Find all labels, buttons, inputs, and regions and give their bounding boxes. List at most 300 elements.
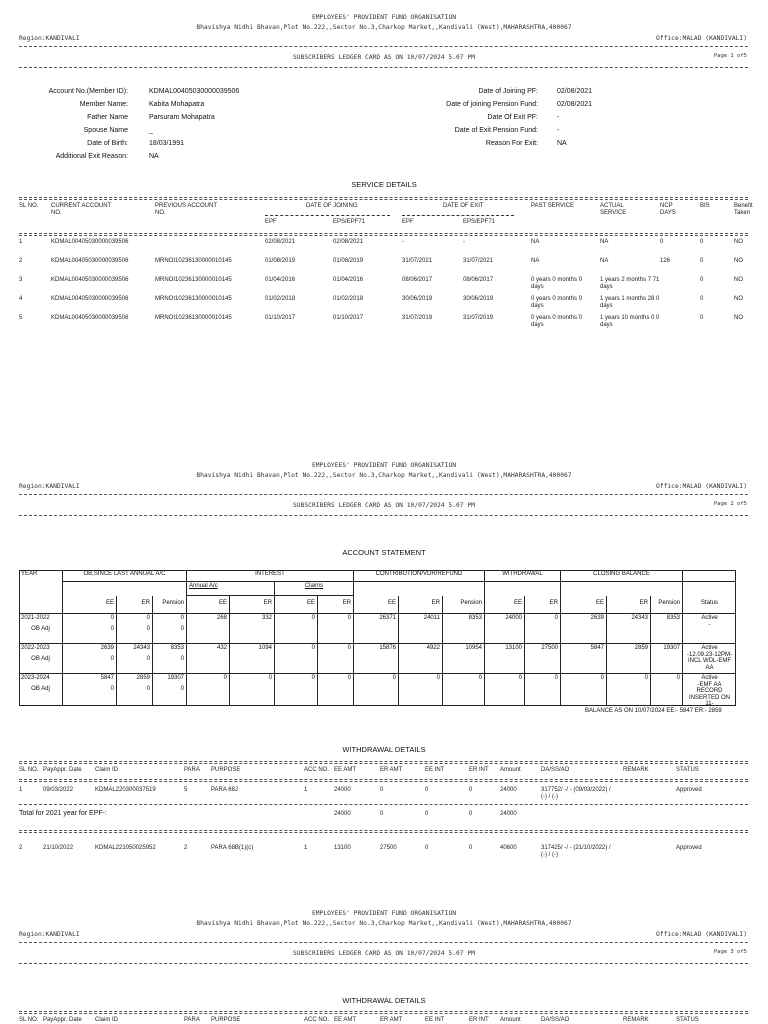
region: Region:KANDIVALI bbox=[19, 483, 80, 490]
page-number: Page 1 of5 bbox=[713, 53, 747, 59]
acct-year-cell bbox=[19, 644, 63, 674]
withdrawal-col-header: EE INT bbox=[425, 767, 445, 773]
col-past: PAST SERVICE bbox=[531, 203, 575, 209]
withdrawal-cell-para: 5 bbox=[184, 787, 188, 793]
acct-value-ia_ee: 268 bbox=[216, 615, 227, 621]
service-cell-doe_epf: 31/07/2021 bbox=[402, 258, 433, 264]
withdrawal-col-header: Claim ID bbox=[95, 767, 119, 773]
withdrawal-col-header: EE AMT bbox=[334, 1017, 357, 1023]
acct-value-co_ee: 15876 bbox=[379, 645, 396, 651]
member-label: Date Of Exit PF: bbox=[487, 114, 538, 121]
service-cell-bis: 0 bbox=[700, 258, 704, 264]
member-label: Date of Joining PF: bbox=[478, 88, 538, 95]
service-cell-past: 0 years 0 months 0 days bbox=[531, 296, 583, 309]
org-address: Bhavishya Nidhi Bhavan,Plot No.222,,Sector No.3,Charkop Market,,Kandivali (West),MAHARASHTRA,400067 bbox=[196, 472, 572, 479]
acct-cell-cb_p bbox=[651, 674, 683, 706]
acct-value-wd_ee: 13100 bbox=[505, 645, 522, 651]
acct-cell-co_ee bbox=[354, 614, 399, 644]
org-name: EMPLOYEES' PROVIDENT FUND ORGANISATION bbox=[311, 462, 457, 469]
header-ob_p: Pension bbox=[153, 596, 187, 614]
acct-cell-co_er bbox=[399, 644, 443, 674]
withdrawal-col-header: DA/SS/AO bbox=[541, 767, 570, 773]
acct-cell-ob_p bbox=[153, 674, 187, 706]
service-cell-bis: 0 bbox=[700, 277, 704, 283]
acct-value-co_ee: 0 bbox=[392, 675, 396, 681]
header-blank bbox=[683, 570, 736, 582]
withdrawal-col-header: STATUS bbox=[676, 767, 699, 773]
acct-value-adj: 0 bbox=[110, 686, 114, 692]
acct-cell-cl_ee bbox=[275, 644, 318, 674]
acct-value-ob_er: 24343 bbox=[133, 645, 150, 651]
acct-value-cl_er: 0 bbox=[347, 615, 351, 621]
col-doj: DATE OF JOINING bbox=[306, 203, 358, 209]
header-status: Status bbox=[683, 596, 736, 614]
acct-cell-ob_er bbox=[117, 674, 153, 706]
service-cell-doj_epf: 02/08/2021 bbox=[265, 239, 296, 245]
acct-value-adj: 0 bbox=[146, 686, 150, 692]
acct-cell-ob_ee bbox=[63, 644, 117, 674]
header-ia_ee: EE bbox=[187, 596, 230, 614]
service-cell-previous: MRNOI10236130000010145 bbox=[155, 296, 232, 302]
acct-value-cb_p: 0 bbox=[676, 675, 680, 681]
service-cell-bis: 0 bbox=[700, 315, 704, 321]
doe-divider bbox=[402, 215, 514, 216]
withdrawal-cell-amount: 24000 bbox=[500, 787, 517, 793]
acct-cell-ob_ee bbox=[63, 614, 117, 644]
member-value: NA bbox=[149, 153, 159, 160]
service-cell-benefit: NO bbox=[734, 239, 743, 245]
withdrawal-total-eeint: 0 bbox=[425, 811, 429, 817]
header-contrib-sub bbox=[354, 582, 485, 596]
header-ob-sub bbox=[63, 582, 187, 596]
service-cell-doj_eps: 01/08/2019 bbox=[333, 258, 364, 264]
org-name: EMPLOYEES' PROVIDENT FUND ORGANISATION bbox=[311, 14, 457, 21]
header-cl_er: ER bbox=[318, 596, 354, 614]
acct-cell-wd_er bbox=[525, 644, 561, 674]
service-cell-doj_epf: 01/10/2017 bbox=[265, 315, 296, 321]
header-year: YEAR bbox=[19, 570, 63, 614]
service-cell-current: KDMAL00405030000039506 bbox=[51, 239, 129, 245]
member-value: - bbox=[557, 127, 560, 134]
withdrawal-total-label: Total for 2021 year for EPF-: bbox=[19, 810, 107, 817]
member-label: Father Name bbox=[87, 114, 128, 121]
withdrawal-cell-date: 21/10/2022 bbox=[43, 845, 74, 851]
header-cb_er: ER bbox=[607, 596, 651, 614]
header-ob_er: ER bbox=[117, 596, 153, 614]
acct-cell-ia_er bbox=[230, 644, 275, 674]
withdrawal-col-header: DA/SS/AO bbox=[541, 1017, 570, 1023]
withdrawal-col-header: ACC NO. bbox=[304, 1017, 330, 1023]
member-value: 02/08/2021 bbox=[557, 101, 593, 108]
acct-cell-ob_ee bbox=[63, 674, 117, 706]
service-cell-sl: 3 bbox=[19, 277, 23, 283]
header-annual: Annual A/c bbox=[187, 582, 275, 596]
acct-cell-cb_p bbox=[651, 614, 683, 644]
header-cb_ee: EE bbox=[561, 596, 607, 614]
acct-value-wd_er: 0 bbox=[554, 675, 558, 681]
acct-cell-cl_ee bbox=[275, 674, 318, 706]
acct-value-adj: 0 bbox=[110, 626, 114, 632]
acct-value-ia_er: 332 bbox=[261, 615, 272, 621]
service-cell-actual: 1 years 1 months 28 0 days bbox=[600, 296, 660, 309]
service-cell-current: KDMAL00405030000039506 bbox=[51, 315, 129, 321]
service-cell-past: 0 years 0 months 0 days bbox=[531, 315, 583, 328]
acct-value-co_p: 8353 bbox=[468, 615, 482, 621]
withdrawal-cell-ee: 13100 bbox=[334, 845, 351, 851]
withdrawal-total-amount: 24000 bbox=[500, 811, 517, 817]
withdrawal-cell-amount: 40600 bbox=[500, 845, 517, 851]
acct-cell-co_p bbox=[443, 674, 485, 706]
withdrawal-col-header: ACC NO. bbox=[304, 767, 330, 773]
acct-cell-status bbox=[683, 644, 736, 674]
acct-value-cb_ee: 0 bbox=[600, 675, 604, 681]
withdrawal-cell-eeint: 0 bbox=[425, 845, 429, 851]
divider bbox=[19, 963, 748, 964]
withdrawal-cell-ee: 24000 bbox=[334, 787, 351, 793]
header-ob_ee: EE bbox=[63, 596, 117, 614]
acct-value-ob_er: 2859 bbox=[136, 675, 150, 681]
acct-value-co_p: 10954 bbox=[465, 645, 482, 651]
acct-value-adj: 0 bbox=[146, 656, 150, 662]
withdrawal-total-ee: 24000 bbox=[334, 811, 351, 817]
service-cell-doe_epf: 31/07/2019 bbox=[402, 315, 433, 321]
acct-value-adj: 0 bbox=[146, 626, 150, 632]
withdrawal-cell-er: 27500 bbox=[380, 845, 397, 851]
withdrawal-col-header: ER AMT bbox=[380, 767, 403, 773]
acct-year-cell bbox=[19, 674, 63, 706]
member-value: Parsuram Mohapatra bbox=[149, 114, 215, 121]
header-co_ee: EE bbox=[354, 596, 399, 614]
acct-value-co_p: 0 bbox=[478, 675, 482, 681]
acct-year-adj: OB Adj bbox=[31, 626, 50, 632]
member-value: - bbox=[557, 114, 560, 121]
acct-year: 2023-2024 bbox=[21, 675, 50, 681]
service-cell-doe_epf: - bbox=[402, 239, 404, 245]
withdrawal-col-header: PARA bbox=[184, 767, 200, 773]
acct-year-cell bbox=[19, 614, 63, 644]
divider bbox=[19, 942, 748, 943]
header-cl_ee: EE bbox=[275, 596, 318, 614]
member-value: 02/08/2021 bbox=[557, 88, 593, 95]
acct-value-ob_ee: 5847 bbox=[100, 675, 114, 681]
withdrawal-col-header: EE INT bbox=[425, 1017, 445, 1023]
withdrawal-col-header: REMARK bbox=[623, 767, 649, 773]
divider bbox=[19, 832, 748, 833]
col-bis: BIS bbox=[700, 203, 710, 209]
withdrawal-cell-status: Approved bbox=[676, 845, 702, 851]
service-cell-past: NA bbox=[531, 239, 540, 245]
acct-value-ob_p: 19307 bbox=[167, 675, 184, 681]
acct-value-co_er: 24011 bbox=[423, 615, 440, 621]
service-cell-benefit: NO bbox=[734, 296, 743, 302]
withdrawal-cell-sl: 1 bbox=[19, 787, 23, 793]
withdrawal-cell-purpose: PARA 68B(1)(c) bbox=[211, 845, 254, 851]
col-benefit: Benefit Taken bbox=[734, 203, 753, 216]
acct-value-status: Active bbox=[701, 675, 718, 681]
member-label: Account No.(Member ID): bbox=[48, 88, 128, 95]
withdrawal-col-header: PayAppr. Date bbox=[43, 1017, 82, 1023]
withdrawal-cell-claim: KDMAL220300037519 bbox=[95, 787, 156, 793]
service-cell-doj_eps: 01/10/2017 bbox=[333, 315, 364, 321]
col-sl: SL NO. bbox=[19, 203, 39, 209]
acct-year-adj: OB Adj bbox=[31, 656, 50, 662]
acct-value-ia_ee: 432 bbox=[216, 645, 227, 651]
service-cell-doj_eps: 01/04/2016 bbox=[333, 277, 364, 283]
acct-cell-cb_ee bbox=[561, 644, 607, 674]
col-actual: ACTUAL SERVICE bbox=[600, 203, 627, 216]
member-label: Reason For Exit: bbox=[485, 140, 538, 147]
member-label: Additional Exit Reason: bbox=[55, 153, 128, 160]
acct-cell-co_p bbox=[443, 644, 485, 674]
service-cell-benefit: NO bbox=[734, 258, 743, 264]
divider bbox=[19, 235, 748, 236]
service-cell-sl: 5 bbox=[19, 315, 23, 321]
withdrawal-col-header: Claim ID bbox=[95, 1017, 119, 1023]
withdrawal-cell-eeint: 0 bbox=[425, 787, 429, 793]
service-cell-current: KDMAL00405030000039506 bbox=[51, 258, 129, 264]
acct-cell-cl_er bbox=[318, 614, 354, 644]
divider bbox=[19, 761, 748, 762]
acct-cell-wd_er bbox=[525, 674, 561, 706]
acct-value-ia_er: 1094 bbox=[258, 645, 272, 651]
withdrawal-cell-purpose: PARA 68J bbox=[211, 787, 238, 793]
acct-value-cl_ee: 0 bbox=[311, 645, 315, 651]
acct-value-cb_er: 2859 bbox=[634, 645, 648, 651]
acct-cell-cb_ee bbox=[561, 614, 607, 644]
withdrawal-col-header: Amount bbox=[500, 1017, 521, 1023]
acct-year: 2022-2023 bbox=[21, 645, 50, 651]
member-value: KDMAL00405030000039506 bbox=[149, 88, 240, 95]
acct-cell-co_ee bbox=[354, 644, 399, 674]
acct-value-co_ee: 26371 bbox=[379, 615, 396, 621]
col-previous: PREVIOUS ACCOUNT NO. bbox=[155, 203, 217, 216]
service-cell-current: KDMAL00405030000039506 bbox=[51, 296, 129, 302]
acct-value-cl_er: 0 bbox=[347, 645, 351, 651]
withdrawal-cell-acc: 1 bbox=[304, 845, 308, 851]
acct-cell-cb_er bbox=[607, 644, 651, 674]
withdrawal-cell-da: 317425/ -/ - (21/10/2022) / (-) / (-) bbox=[541, 845, 611, 858]
divider bbox=[19, 804, 748, 805]
acct-value-ob_ee: 0 bbox=[110, 615, 114, 621]
service-cell-actual: NA bbox=[600, 258, 609, 264]
member-value: _ bbox=[149, 127, 153, 134]
acct-value-co_er: 0 bbox=[436, 675, 440, 681]
acct-value-ob_er: 0 bbox=[146, 615, 150, 621]
acct-cell-ob_er bbox=[117, 614, 153, 644]
header-blank2 bbox=[683, 582, 736, 596]
acct-value-wd_ee: 0 bbox=[518, 675, 522, 681]
divider bbox=[19, 67, 748, 68]
withdrawal-col-header: ER INT bbox=[469, 767, 489, 773]
acct-cell-wd_ee bbox=[485, 674, 525, 706]
service-cell-doj_epf: 01/02/2018 bbox=[265, 296, 296, 302]
service-cell-doj_eps: 01/02/2018 bbox=[333, 296, 364, 302]
acct-value-co_er: 4922 bbox=[426, 645, 440, 651]
service-cell-doe_eps: 08/06/2017 bbox=[463, 277, 494, 283]
header-contrib: CONTRIBUTION/VDR/REFUND bbox=[354, 570, 485, 582]
col-doe-epf: EPF bbox=[402, 219, 414, 225]
header-interest: INTEREST bbox=[187, 570, 354, 582]
acct-value-adj: 0 bbox=[180, 626, 184, 632]
acct-cell-co_ee bbox=[354, 674, 399, 706]
acct-cell-cl_ee bbox=[275, 614, 318, 644]
acct-cell-ia_ee bbox=[187, 614, 230, 644]
divider bbox=[19, 494, 748, 495]
acct-cell-cl_er bbox=[318, 644, 354, 674]
acct-value-status: Active bbox=[701, 615, 718, 621]
member-label: Member Name: bbox=[79, 101, 128, 108]
ledger-title: SUBSCRIBERS LEDGER CARD AS ON 10/07/2024 5.07 PM bbox=[293, 54, 475, 61]
page-number: Page 2 of5 bbox=[713, 501, 747, 507]
org-address: Bhavishya Nidhi Bhavan,Plot No.222,,Sector No.3,Charkop Market,,Kandivali (West),MAHARASHTRA,400067 bbox=[196, 920, 572, 927]
org-name: EMPLOYEES' PROVIDENT FUND ORGANISATION bbox=[311, 910, 457, 917]
col-current: CURRENT ACCOUNT NO. bbox=[51, 203, 112, 216]
service-cell-bis: 0 bbox=[700, 239, 704, 245]
member-label: Date of joining Pension Fund: bbox=[446, 101, 538, 108]
acct-cell-cb_er bbox=[607, 614, 651, 644]
acct-value-cb_ee: 2639 bbox=[590, 615, 604, 621]
col-doj-eps: EPS/EPF71 bbox=[333, 219, 366, 225]
acct-value-adj: 0 bbox=[180, 686, 184, 692]
acct-cell-wd_ee bbox=[485, 614, 525, 644]
withdrawal-total-erint: 0 bbox=[469, 811, 473, 817]
divider bbox=[19, 779, 748, 780]
acct-cell-cb_ee bbox=[561, 674, 607, 706]
service-cell-doe_eps: 31/07/2021 bbox=[463, 258, 494, 264]
service-cell-doj_epf: 01/08/2019 bbox=[265, 258, 296, 264]
acct-value-status: Active bbox=[701, 645, 718, 651]
member-value: 18/03/1991 bbox=[149, 140, 185, 147]
service-cell-actual: 1 years 10 months 0 0 days bbox=[600, 315, 660, 328]
service-cell-doj_epf: 01/04/2016 bbox=[265, 277, 296, 283]
acct-cell-status bbox=[683, 674, 736, 706]
acct-cell-ia_er bbox=[230, 674, 275, 706]
region: Region:KANDIVALI bbox=[19, 931, 80, 938]
acct-value-wd_er: 0 bbox=[554, 615, 558, 621]
acct-value-cl_ee: 0 bbox=[311, 675, 315, 681]
acct-cell-co_p bbox=[443, 614, 485, 644]
service-cell-doe_epf: 30/06/2019 bbox=[402, 296, 433, 302]
header-co_p: Pension bbox=[443, 596, 485, 614]
acct-value-ob_p: 8353 bbox=[170, 645, 184, 651]
service-cell-previous: MRNOI10236130000010145 bbox=[155, 315, 232, 321]
acct-cell-wd_er bbox=[525, 614, 561, 644]
header-co_er: ER bbox=[399, 596, 443, 614]
org-address: Bhavishya Nidhi Bhavan,Plot No.222,,Sector No.3,Charkop Market,,Kandivali (West),MAHARASHTRA,400067 bbox=[196, 24, 572, 31]
acct-cell-wd_ee bbox=[485, 644, 525, 674]
header-withdrawal: WITHDRAWAL bbox=[485, 570, 561, 582]
divider bbox=[19, 46, 748, 47]
header-closing: CLOSING BALANCE bbox=[561, 570, 683, 582]
acct-cell-ob_p bbox=[153, 644, 187, 674]
acct-value-cl_ee: 0 bbox=[311, 615, 315, 621]
withdrawal-details-title-p3: WITHDRAWAL DETAILS bbox=[342, 996, 426, 1005]
service-cell-ncp: 0 bbox=[660, 239, 664, 245]
region: Region:KANDIVALI bbox=[19, 35, 80, 42]
member-label: Spouse Name bbox=[83, 127, 128, 134]
withdrawal-col-header: PARA bbox=[184, 1017, 200, 1023]
withdrawal-cell-acc: 1 bbox=[304, 787, 308, 793]
withdrawal-cell-status: Approved bbox=[676, 787, 702, 793]
service-cell-bis: 0 bbox=[700, 296, 704, 302]
header-cb-sub bbox=[561, 582, 683, 596]
service-cell-previous: MRNOI10236130000010145 bbox=[155, 277, 232, 283]
acct-value-cb_er: 24343 bbox=[631, 615, 648, 621]
col-doe-eps: EPS/EPF71 bbox=[463, 219, 496, 225]
header-wd-sub bbox=[485, 582, 561, 596]
service-cell-benefit: NO bbox=[734, 315, 743, 321]
withdrawal-col-header: PayAppr. Date bbox=[43, 767, 82, 773]
acct-cell-co_er bbox=[399, 674, 443, 706]
office: Office:MALAD (KANDIVALI) bbox=[656, 35, 747, 42]
acct-cell-ob_er bbox=[117, 644, 153, 674]
member-value: NA bbox=[557, 140, 567, 147]
service-cell-current: KDMAL00405030000039506 bbox=[51, 277, 129, 283]
header-wd_ee: EE bbox=[485, 596, 525, 614]
divider bbox=[19, 830, 748, 831]
service-cell-actual: NA bbox=[600, 239, 609, 245]
withdrawal-cell-erint: 0 bbox=[469, 845, 473, 851]
col-doe: DATE OF EXIT bbox=[443, 203, 484, 209]
service-cell-doe_eps: 31/07/2019 bbox=[463, 315, 494, 321]
withdrawal-details-title: WITHDRAWAL DETAILS bbox=[342, 745, 426, 754]
col-doj-epf: EPF bbox=[265, 219, 277, 225]
acct-value-ia_ee: 0 bbox=[223, 675, 227, 681]
header-claims: Claims bbox=[275, 582, 354, 596]
header-cb_p: Pension bbox=[651, 596, 683, 614]
member-label: Date of Exit Pension Fund: bbox=[454, 127, 538, 134]
acct-value-cb_ee: 5847 bbox=[590, 645, 604, 651]
acct-status-note: - bbox=[708, 621, 711, 628]
office: Office:MALAD (KANDIVALI) bbox=[656, 483, 747, 490]
acct-cell-ob_p bbox=[153, 614, 187, 644]
withdrawal-cell-da: 317752/ -/ - (09/03/2022) / (-) / (-) bbox=[541, 787, 611, 800]
account-statement-table bbox=[19, 570, 736, 706]
divider bbox=[19, 197, 748, 198]
acct-cell-cb_er bbox=[607, 674, 651, 706]
divider bbox=[19, 199, 748, 200]
service-cell-sl: 1 bbox=[19, 239, 23, 245]
acct-cell-ia_er bbox=[230, 614, 275, 644]
balance-line: BALANCE AS ON 10/07/2024 EE:- 5847 ER:- 2859 bbox=[585, 708, 722, 714]
acct-status-note: -12.09.23-12PM-INCL WDL-EMF AA bbox=[686, 651, 733, 671]
acct-value-ob_p: 0 bbox=[180, 615, 184, 621]
service-cell-sl: 4 bbox=[19, 296, 23, 302]
header-year-sub bbox=[19, 596, 63, 614]
acct-value-cl_er: 0 bbox=[347, 675, 351, 681]
member-value: Kabita Mohapatra bbox=[149, 101, 205, 108]
acct-value-ob_ee: 2639 bbox=[100, 645, 114, 651]
withdrawal-col-header: PURPOSE bbox=[211, 1017, 241, 1023]
acct-cell-cb_p bbox=[651, 644, 683, 674]
ledger-title: SUBSCRIBERS LEDGER CARD AS ON 10/07/2024 5.07 PM bbox=[293, 502, 475, 509]
divider bbox=[19, 515, 748, 516]
service-cell-past: NA bbox=[531, 258, 540, 264]
withdrawal-col-header: REMARK bbox=[623, 1017, 649, 1023]
acct-value-cb_p: 8353 bbox=[666, 615, 680, 621]
withdrawal-cell-claim: KDMAL221050025952 bbox=[95, 845, 156, 851]
service-cell-ncp: 126 bbox=[660, 258, 671, 264]
acct-value-cb_er: 0 bbox=[644, 675, 648, 681]
acct-cell-status bbox=[683, 614, 736, 644]
withdrawal-col-header: Amount bbox=[500, 767, 521, 773]
divider bbox=[19, 1011, 748, 1012]
service-cell-sl: 2 bbox=[19, 258, 23, 264]
withdrawal-col-header: SL NO. bbox=[19, 767, 39, 773]
account-statement-title: ACCOUNT STATEMENT bbox=[342, 548, 426, 557]
withdrawal-total-er: 0 bbox=[380, 811, 384, 817]
withdrawal-col-header: SL NO. bbox=[19, 1017, 39, 1023]
